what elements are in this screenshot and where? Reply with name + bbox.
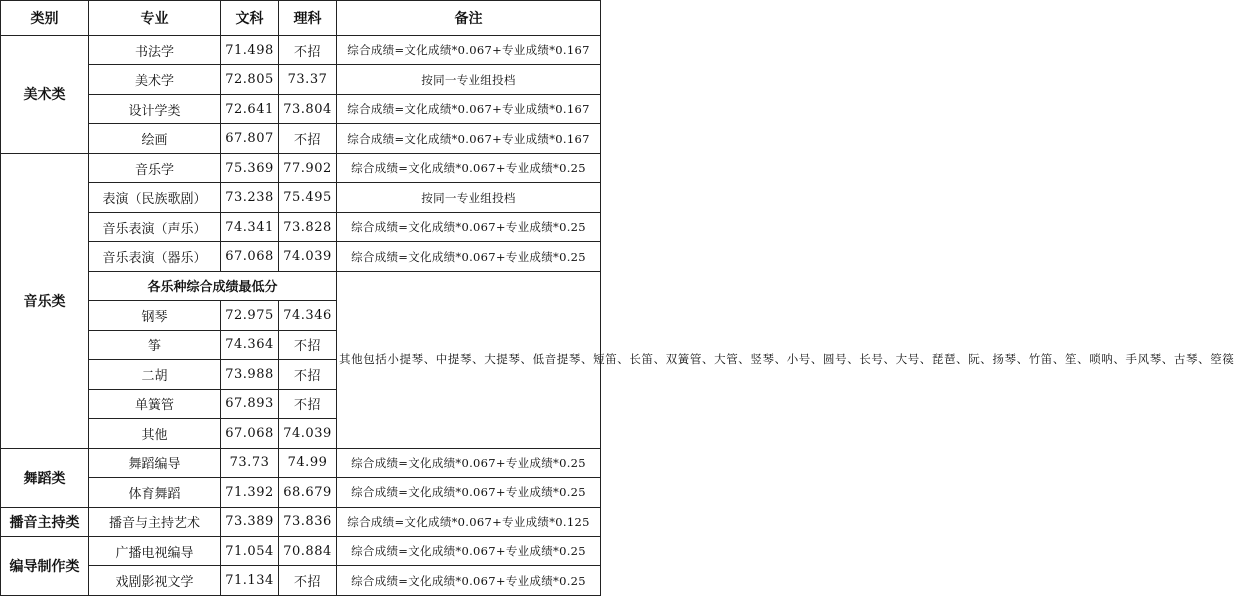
arts-score: 72.975 xyxy=(221,301,279,330)
table-row xyxy=(1,536,601,565)
category-dance: 舞蹈类 xyxy=(1,448,89,507)
note-cell: 综合成绩=文化成绩*0.067+专业成绩*0.25 xyxy=(337,448,601,477)
science-score: 74.039 xyxy=(279,242,337,271)
table-row xyxy=(1,153,601,182)
category-music: 音乐类 xyxy=(1,153,89,448)
note-cell: 综合成绩=文化成绩*0.067+专业成绩*0.167 xyxy=(337,36,601,65)
science-score: 不招 xyxy=(279,389,337,418)
major-cell: 表演（民族歌剧） xyxy=(89,183,221,212)
arts-score: 67.807 xyxy=(221,124,279,153)
instrument-note: 其他包括小提琴、中提琴、大提琴、低音提琴、短笛、长笛、双簧管、大管、竖琴、小号、圆号、长号、大号、琵琶、阮、扬琴、竹笛、笙、唢呐、手风琴、古琴、箜篌 xyxy=(337,271,601,448)
science-score: 73.37 xyxy=(279,65,337,94)
science-score: 70.884 xyxy=(279,536,337,565)
table-row xyxy=(1,124,601,153)
note-cell: 按同一专业组投档 xyxy=(337,183,601,212)
header-row xyxy=(1,1,601,36)
major-cell: 播音与主持艺术 xyxy=(89,507,221,536)
note-cell: 综合成绩=文化成绩*0.067+专业成绩*0.25 xyxy=(337,153,601,182)
science-score: 74.99 xyxy=(279,448,337,477)
note-cell: 综合成绩=文化成绩*0.067+专业成绩*0.25 xyxy=(337,212,601,241)
instrument-subheader: 各乐种综合成绩最低分 xyxy=(89,271,337,300)
major-cell: 音乐表演（器乐） xyxy=(89,242,221,271)
major-cell: 音乐学 xyxy=(89,153,221,182)
table-row xyxy=(1,65,601,94)
table-row xyxy=(1,271,601,300)
arts-score: 72.805 xyxy=(221,65,279,94)
note-cell: 综合成绩=文化成绩*0.067+专业成绩*0.25 xyxy=(337,566,601,596)
arts-score: 71.392 xyxy=(221,478,279,507)
category-broadcast: 播音主持类 xyxy=(1,507,89,536)
arts-score: 71.498 xyxy=(221,36,279,65)
science-score: 73.836 xyxy=(279,507,337,536)
arts-score: 67.893 xyxy=(221,389,279,418)
science-score: 不招 xyxy=(279,566,337,596)
note-cell: 综合成绩=文化成绩*0.067+专业成绩*0.25 xyxy=(337,536,601,565)
major-cell: 设计学类 xyxy=(89,94,221,123)
major-cell: 单簧管 xyxy=(89,389,221,418)
table-row xyxy=(1,94,601,123)
major-cell: 绘画 xyxy=(89,124,221,153)
science-score: 不招 xyxy=(279,36,337,65)
header-science: 理科 xyxy=(279,1,337,36)
table-row xyxy=(1,183,601,212)
note-cell: 综合成绩=文化成绩*0.067+专业成绩*0.125 xyxy=(337,507,601,536)
table-row xyxy=(1,478,601,507)
major-cell: 舞蹈编导 xyxy=(89,448,221,477)
major-cell: 美术学 xyxy=(89,65,221,94)
major-cell: 其他 xyxy=(89,419,221,448)
major-cell: 广播电视编导 xyxy=(89,536,221,565)
table-row xyxy=(1,36,601,65)
science-score: 75.495 xyxy=(279,183,337,212)
category-directing: 编导制作类 xyxy=(1,536,89,595)
arts-score: 75.369 xyxy=(221,153,279,182)
arts-score: 73.73 xyxy=(221,448,279,477)
note-cell: 综合成绩=文化成绩*0.067+专业成绩*0.25 xyxy=(337,478,601,507)
science-score: 73.804 xyxy=(279,94,337,123)
header-major: 专业 xyxy=(89,1,221,36)
arts-score: 67.068 xyxy=(221,419,279,448)
arts-score: 71.054 xyxy=(221,536,279,565)
note-cell: 按同一专业组投档 xyxy=(337,65,601,94)
arts-score: 73.238 xyxy=(221,183,279,212)
arts-score: 74.364 xyxy=(221,330,279,359)
major-cell: 体育舞蹈 xyxy=(89,478,221,507)
major-cell: 二胡 xyxy=(89,360,221,389)
science-score: 不招 xyxy=(279,330,337,359)
science-score: 73.828 xyxy=(279,212,337,241)
note-cell: 综合成绩=文化成绩*0.067+专业成绩*0.167 xyxy=(337,124,601,153)
table-row xyxy=(1,566,601,596)
science-score: 74.039 xyxy=(279,419,337,448)
note-cell: 综合成绩=文化成绩*0.067+专业成绩*0.167 xyxy=(337,94,601,123)
science-score: 74.346 xyxy=(279,301,337,330)
arts-score: 72.641 xyxy=(221,94,279,123)
table-row xyxy=(1,448,601,477)
arts-score: 67.068 xyxy=(221,242,279,271)
header-arts: 文科 xyxy=(221,1,279,36)
major-cell: 书法学 xyxy=(89,36,221,65)
category-fine-arts: 美术类 xyxy=(1,36,89,154)
major-cell: 筝 xyxy=(89,330,221,359)
table-row xyxy=(1,212,601,241)
science-score: 68.679 xyxy=(279,478,337,507)
major-cell: 钢琴 xyxy=(89,301,221,330)
major-cell: 戏剧影视文学 xyxy=(89,566,221,596)
science-score: 不招 xyxy=(279,360,337,389)
table-row xyxy=(1,507,601,536)
arts-score: 74.341 xyxy=(221,212,279,241)
science-score: 77.902 xyxy=(279,153,337,182)
arts-score: 71.134 xyxy=(221,566,279,596)
arts-score: 73.389 xyxy=(221,507,279,536)
note-cell: 综合成绩=文化成绩*0.067+专业成绩*0.25 xyxy=(337,242,601,271)
major-cell: 音乐表演（声乐） xyxy=(89,212,221,241)
science-score: 不招 xyxy=(279,124,337,153)
table-row xyxy=(1,242,601,271)
arts-score: 73.988 xyxy=(221,360,279,389)
header-notes: 备注 xyxy=(337,1,601,36)
header-category: 类别 xyxy=(1,1,89,36)
